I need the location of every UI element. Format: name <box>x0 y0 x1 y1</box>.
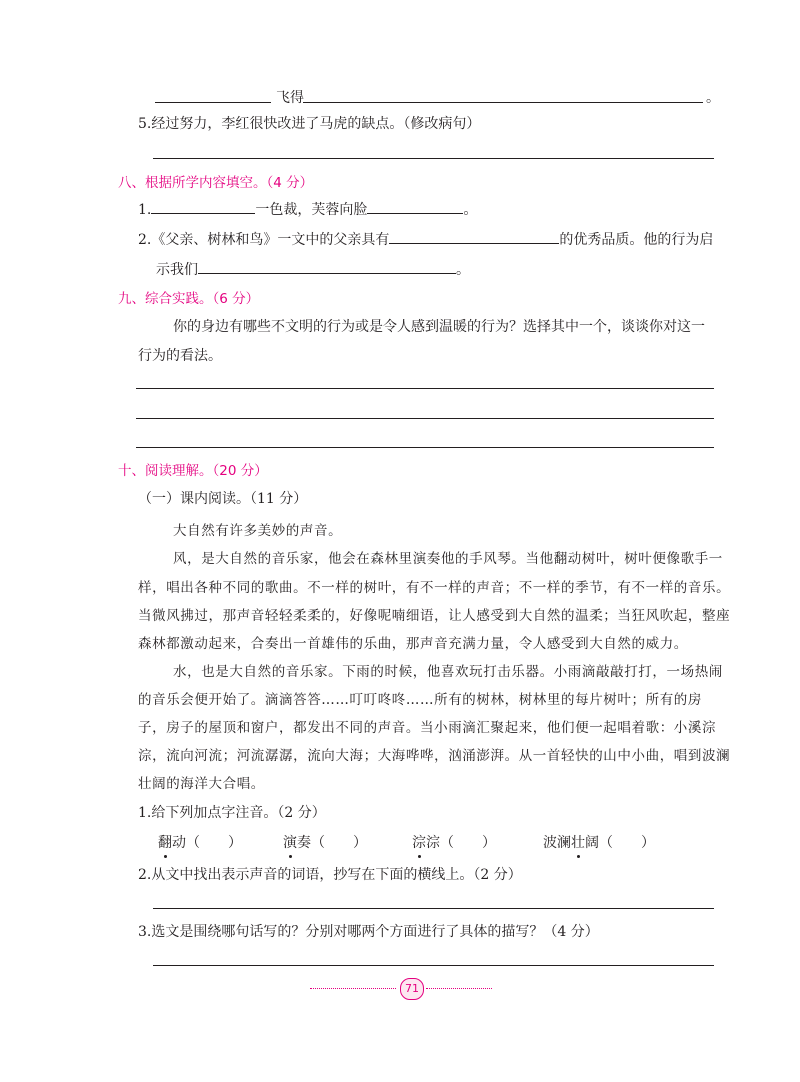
q8-heading: 八、根据所学内容填空。 <box>118 175 267 191</box>
q10-sub3: 3.选文是围绕哪句话写的？分别对哪两个方面进行了具体的描写？（4 分） <box>138 924 599 940</box>
passage-line: 子，房子的屋顶和窗户，都发出不同的声音。当小雨滴汇聚起来，他们便一起唱着歌：小溪淙 <box>138 720 717 736</box>
dotted-char: 壮 <box>571 832 585 852</box>
q7-item5: 5.经过努力，李红很快改进了马虎的缺点。（修改病句） <box>138 116 481 132</box>
q8-item1-prefix: 1. <box>138 202 152 218</box>
passage-line: 的音乐会便开始了。滴滴答答……叮叮咚咚……所有的树林，树林里的每片树叶；所有的房 <box>138 692 702 708</box>
pinyin-pre: 波澜 <box>543 835 571 851</box>
pinyin-post: 淙 <box>426 835 440 851</box>
pinyin-blank[interactable]: （ ） <box>599 835 655 851</box>
passage-line: 风，是大自然的音乐家，他会在森林里演奏他的手风琴。当他翻动树叶，树叶便像歌手一 <box>173 551 723 567</box>
dotted-char: 翻 <box>158 832 172 852</box>
q7-item4-end: 。 <box>706 90 720 106</box>
passage-line: 森林都激动起来，合奏出一首雄伟的乐曲，那声音充满力量，令人感受到大自然的威力。 <box>138 636 688 652</box>
answer-blank[interactable] <box>389 229 559 244</box>
answer-line[interactable] <box>136 418 714 419</box>
answer-line[interactable] <box>153 908 714 909</box>
answer-line[interactable] <box>136 388 714 389</box>
pinyin-item[interactable] <box>158 832 242 852</box>
q10-sub2: 2.从文中找出表示声音的词语，抄写在下面的横线上。（2 分） <box>138 867 522 883</box>
q8-score: （4 分） <box>266 175 314 191</box>
pinyin-blank[interactable]: （ ） <box>311 835 367 851</box>
q8-heading-row <box>118 171 313 191</box>
q7-item4-middle: 飞得 <box>276 90 304 106</box>
page-number: 71 <box>400 978 424 1000</box>
q8-item1-middle: 一色裁，芙蓉向脸 <box>255 202 368 218</box>
answer-blank-line[interactable] <box>155 102 271 103</box>
answer-blank[interactable] <box>151 199 255 214</box>
pinyin-post: 动 <box>172 835 186 851</box>
pinyin-post: 阔 <box>585 835 599 851</box>
q8-item2-line2 <box>156 259 470 279</box>
q9-prompt-line2: 行为的看法。 <box>138 348 222 364</box>
q10-heading-row <box>118 459 268 479</box>
answer-line[interactable] <box>153 158 714 159</box>
pinyin-blank[interactable]: （ ） <box>440 835 496 851</box>
q10-section1-title: （一）课内阅读。（11 分） <box>138 491 308 507</box>
footer-decor-left <box>310 988 396 989</box>
q10-heading: 十、阅读理解。 <box>118 463 213 479</box>
q9-score: （6 分） <box>212 291 260 307</box>
passage-line: 大自然有许多美妙的声音。 <box>173 523 343 539</box>
q9-heading-row <box>118 287 259 307</box>
passage-line: 样，唱出各种不同的歌曲。不一样的树叶，有不一样的声音；不一样的季节，有不一样的音乐。 <box>138 580 731 596</box>
q8-item2-prefix: 2.《父亲、树林和鸟》一文中的父亲具有 <box>138 232 390 248</box>
pinyin-post: 奏 <box>297 835 311 851</box>
passage-line: 水，也是大自然的音乐家。下雨的时候，他喜欢玩打击乐器。小雨滴敲敲打打，一场热闹 <box>173 664 723 680</box>
passage-line: 淙，流向河流；河流潺潺，流向大海；大海哗哗，汹涌澎湃。从一首轻快的山中小曲，唱到波澜 <box>138 748 731 764</box>
pinyin-blank[interactable]: （ ） <box>186 835 242 851</box>
pinyin-item[interactable] <box>412 832 496 852</box>
q8-item2-line1 <box>138 229 713 249</box>
dotted-char: 淙 <box>412 832 426 852</box>
q9-prompt-line1: 你的身边有哪些不文明的行为或是令人感到温暖的行为？选择其中一个，谈谈你对这一 <box>173 319 705 335</box>
q10-sub1: 1.给下列加点字注音。（2 分） <box>138 805 326 821</box>
answer-line[interactable] <box>153 965 714 966</box>
pinyin-item[interactable] <box>283 832 367 852</box>
q8-item2-line2-end: 。 <box>456 262 470 278</box>
q8-item1 <box>138 199 477 219</box>
q10-score: （20 分） <box>212 463 268 479</box>
answer-blank-line[interactable] <box>303 102 703 103</box>
passage-line: 当微风拂过，那声音轻轻柔柔的，好像呢喃细语，让人感受到大自然的温柔；当狂风吹起，整座 <box>138 608 731 624</box>
q9-heading: 九、综合实践。 <box>118 291 213 307</box>
footer-decor-right <box>426 988 492 989</box>
answer-blank[interactable] <box>198 259 456 274</box>
q8-item2-suffix: 的优秀品质。他的行为启 <box>559 232 714 248</box>
answer-blank[interactable] <box>367 199 463 214</box>
passage-line: 壮阔的海洋大合唱。 <box>138 776 265 792</box>
q8-item1-end: 。 <box>463 202 478 218</box>
answer-line[interactable] <box>136 447 714 448</box>
q8-item2-line2-prefix: 示我们 <box>156 262 198 278</box>
dotted-char: 演 <box>283 832 297 852</box>
pinyin-item[interactable] <box>543 832 655 852</box>
